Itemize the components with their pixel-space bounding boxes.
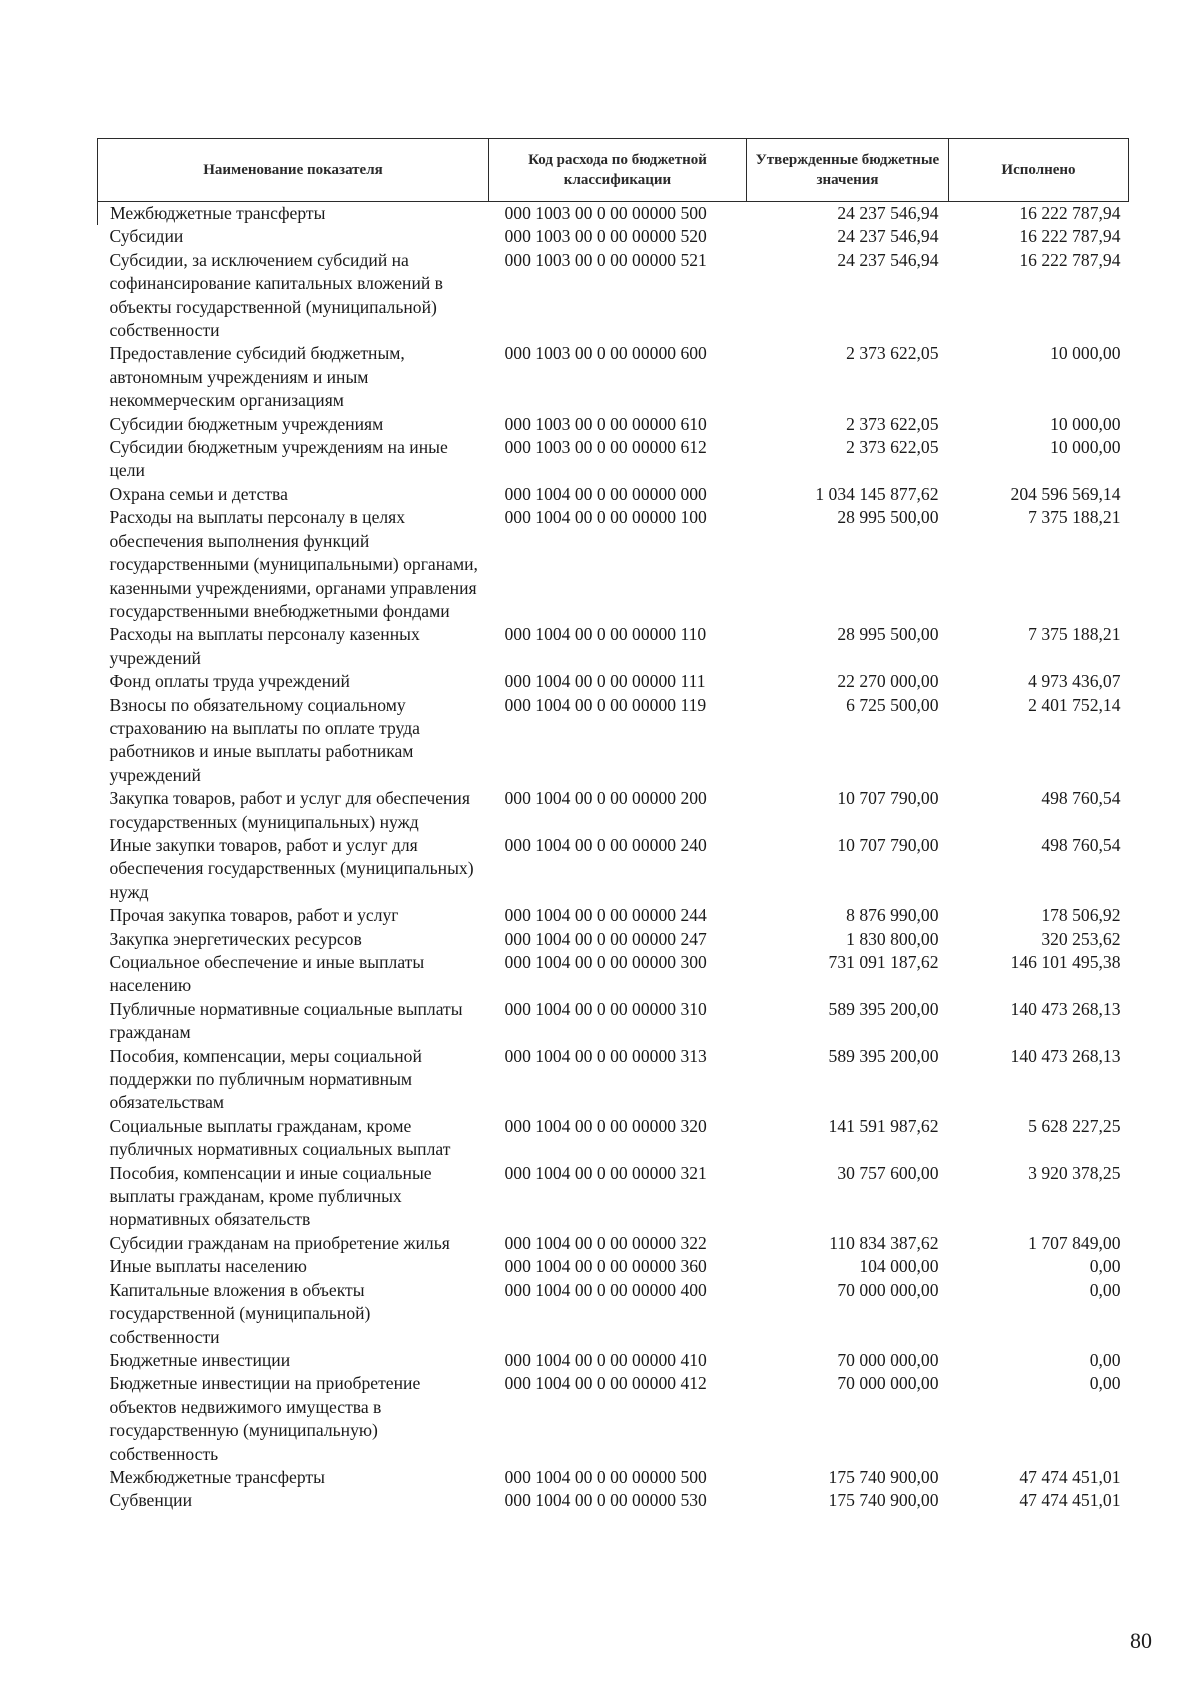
row-code-cell: 000 1004 00 0 00 00000 111 — [504, 671, 706, 692]
table-row — [98, 670, 1129, 693]
row-approved-cell: 30 757 600,00 — [837, 1162, 939, 1183]
table-row — [98, 1372, 1129, 1466]
row-approved-cell: 175 740 900,00 — [828, 1466, 939, 1487]
row-executed-cell: 0,00 — [1089, 1279, 1121, 1300]
header-row — [98, 139, 1129, 202]
row-code-cell: 000 1004 00 0 00 00000 410 — [504, 1349, 707, 1370]
row-approved-cell: 110 834 387,62 — [829, 1232, 939, 1253]
row-executed-cell: 146 101 495,38 — [1010, 952, 1121, 972]
table-row — [98, 694, 1129, 788]
table-row — [98, 834, 1129, 904]
table-row — [98, 1466, 1129, 1489]
row-code-cell: 000 1004 00 0 00 00000 530 — [504, 1490, 707, 1511]
row-executed-cell: 4 973 436,07 — [1028, 671, 1121, 692]
row-executed-cell: 47 474 451,01 — [1019, 1490, 1121, 1511]
row-executed-cell: 16 222 787,94 — [1019, 203, 1121, 223]
row-code-cell: 000 1003 00 0 00 00000 521 — [504, 249, 707, 270]
row-name-cell: Субсидии бюджетным учреждениям — [109, 413, 384, 434]
table-row — [98, 1349, 1129, 1372]
row-code-cell: 000 1004 00 0 00 00000 100 — [504, 507, 707, 528]
table-row — [98, 1255, 1129, 1278]
table-row — [98, 951, 1129, 998]
row-executed-cell: 10 000,00 — [1050, 437, 1121, 458]
table-row — [98, 202, 1129, 226]
table-row — [98, 436, 1129, 483]
row-name-cell: Предоставление субсидий бюджетным, автономным учреждениям и иным некоммерческим организациям — [109, 343, 405, 411]
row-name-cell: Бюджетные инвестиции на приобретение объектов недвижимого имущества в государственную (муниципальную) собственность — [109, 1373, 421, 1464]
table-row — [98, 1162, 1129, 1232]
table-row — [98, 1115, 1129, 1162]
table-row — [98, 225, 1129, 248]
row-name-cell: Взносы по обязательному социальному страхованию на выплаты по оплате труда работников и иные выплаты работникам учреждений — [109, 694, 420, 785]
page-number: 80 — [1130, 1628, 1152, 1653]
table-header — [98, 139, 1129, 202]
row-approved-cell: 104 000,00 — [859, 1256, 939, 1277]
row-name-cell: Бюджетные инвестиции — [109, 1349, 291, 1370]
table-row — [98, 1489, 1129, 1512]
row-executed-cell: 16 222 787,94 — [1019, 249, 1121, 270]
row-name-cell: Расходы на выплаты персоналу в целях обеспечения выполнения функций государственными (муниципальными) органами, казенными учреждениями, органами управления государственными внебюджетными фондами — [109, 507, 478, 621]
row-executed-cell: 498 760,54 — [1041, 834, 1121, 855]
row-approved-cell: 28 995 500,00 — [837, 624, 939, 645]
row-executed-cell: 178 506,92 — [1041, 905, 1121, 926]
table-row — [98, 1045, 1129, 1115]
table-row — [98, 998, 1129, 1045]
row-approved-cell: 8 876 990,00 — [846, 905, 939, 926]
row-executed-cell: 10 000,00 — [1050, 413, 1121, 434]
row-code-cell: 000 1004 00 0 00 00000 240 — [504, 834, 707, 855]
row-executed-cell: 140 473 268,13 — [1010, 1045, 1121, 1066]
row-approved-cell: 175 740 900,00 — [828, 1490, 939, 1511]
row-approved-cell: 24 237 546,94 — [837, 203, 939, 223]
row-approved-cell: 2 373 622,05 — [846, 413, 939, 434]
row-name-cell: Иные выплаты населению — [109, 1256, 307, 1277]
row-executed-cell: 0,00 — [1089, 1373, 1121, 1394]
row-code-cell: 000 1004 00 0 00 00000 500 — [504, 1466, 707, 1487]
row-code-cell: 000 1003 00 0 00 00000 520 — [504, 226, 707, 247]
row-code-cell: 000 1004 00 0 00 00000 247 — [504, 928, 707, 949]
row-name-cell: Охрана семьи и детства — [109, 483, 288, 504]
row-code-cell: 000 1004 00 0 00 00000 322 — [504, 1232, 707, 1253]
row-approved-cell: 141 591 987,62 — [828, 1115, 939, 1136]
row-approved-cell: 28 995 500,00 — [837, 507, 939, 528]
row-executed-cell: 0,00 — [1089, 1256, 1121, 1277]
table-row — [98, 904, 1129, 927]
row-executed-cell: 2 401 752,14 — [1028, 694, 1121, 715]
row-executed-cell: 204 596 569,14 — [1010, 483, 1121, 504]
row-approved-cell: 24 237 546,94 — [837, 226, 939, 247]
row-approved-cell: 1 034 145 877,62 — [815, 483, 939, 504]
row-code-cell: 000 1003 00 0 00 00000 600 — [504, 343, 707, 364]
table-row — [98, 483, 1129, 506]
row-approved-cell: 6 725 500,00 — [846, 694, 939, 715]
row-approved-cell: 22 270 000,00 — [837, 671, 939, 692]
row-approved-cell: 24 237 546,94 — [837, 249, 939, 270]
table-row — [98, 342, 1129, 412]
row-approved-cell: 10 707 790,00 — [837, 834, 939, 855]
row-name-cell: Прочая закупка товаров, работ и услуг — [109, 905, 399, 926]
row-name-cell: Субсидии, за исключением субсидий на софинансирование капитальных вложений в объекты государственной (муниципальной) собственности — [109, 249, 443, 341]
row-approved-cell: 589 395 200,00 — [828, 1045, 939, 1066]
row-executed-cell: 3 920 378,25 — [1028, 1162, 1121, 1183]
row-executed-cell: 498 760,54 — [1041, 788, 1121, 809]
row-approved-cell: 2 373 622,05 — [846, 343, 939, 364]
row-name-cell: Пособия, компенсации, меры социальной поддержки по публичным нормативным обязательствам — [109, 1045, 422, 1113]
table-row — [98, 928, 1129, 951]
row-name-cell: Иные закупки товаров, работ и услуг для обеспечения государственных (муниципальных) нужд — [109, 834, 474, 902]
row-code-cell: 000 1004 00 0 00 00000 244 — [504, 905, 707, 926]
header-code: Код расхода по бюджетной классификации — [489, 139, 747, 202]
row-code-cell: 000 1004 00 0 00 00000 300 — [504, 952, 707, 972]
row-executed-cell: 0,00 — [1089, 1349, 1121, 1370]
table-row — [98, 506, 1129, 623]
budget-execution-table — [97, 138, 1129, 1513]
row-code-cell: 000 1004 00 0 00 00000 321 — [504, 1162, 707, 1183]
row-executed-cell: 16 222 787,94 — [1019, 226, 1121, 247]
row-name-cell: Субсидии гражданам на приобретение жилья — [109, 1232, 450, 1253]
row-code-cell: 000 1004 00 0 00 00000 119 — [504, 694, 707, 715]
header-executed: Исполнено — [949, 139, 1129, 202]
row-code-cell: 000 1003 00 0 00 00000 612 — [504, 437, 707, 458]
row-code-cell: 000 1003 00 0 00 00000 610 — [504, 413, 707, 434]
table-row — [98, 413, 1129, 436]
table-row — [98, 623, 1129, 670]
row-code-cell: 000 1004 00 0 00 00000 110 — [504, 624, 707, 645]
row-code-cell: 000 1003 00 0 00 00000 500 — [504, 203, 707, 223]
row-executed-cell: 1 707 849,00 — [1028, 1232, 1121, 1253]
row-name-cell: Расходы на выплаты персоналу казенных учреждений — [109, 624, 420, 668]
table-row — [98, 1232, 1129, 1255]
row-name-cell: Закупка энергетических ресурсов — [109, 928, 362, 949]
row-name-cell: Публичные нормативные социальные выплаты гражданам — [109, 998, 463, 1043]
row-approved-cell: 70 000 000,00 — [837, 1349, 939, 1370]
table-row — [98, 1279, 1129, 1349]
row-name-cell: Субсидии — [109, 226, 184, 247]
budget-table-container — [97, 138, 1128, 1513]
row-approved-cell: 1 830 800,00 — [846, 928, 939, 949]
table-row — [98, 249, 1129, 343]
row-executed-cell: 7 375 188,21 — [1028, 507, 1121, 528]
row-code-cell: 000 1004 00 0 00 00000 000 — [504, 483, 707, 504]
row-name-cell: Межбюджетные трансферты — [109, 1466, 325, 1487]
row-executed-cell: 5 628 227,25 — [1028, 1115, 1121, 1136]
row-code-cell: 000 1004 00 0 00 00000 313 — [504, 1045, 707, 1066]
row-name-cell: Фонд оплаты труда учреждений — [109, 671, 350, 692]
row-code-cell: 000 1004 00 0 00 00000 360 — [504, 1256, 707, 1277]
row-executed-cell: 320 253,62 — [1041, 928, 1121, 949]
row-name-cell: Закупка товаров, работ и услуг для обеспечения государственных (муниципальных) нужд — [109, 788, 470, 832]
row-name-cell: Капитальные вложения в объекты государственной (муниципальной) собственности — [109, 1279, 371, 1347]
row-executed-cell: 140 473 268,13 — [1010, 998, 1121, 1019]
row-approved-cell: 589 395 200,00 — [828, 998, 939, 1019]
row-executed-cell: 7 375 188,21 — [1028, 624, 1121, 645]
header-approved: Утвержденные бюджетные значения — [747, 139, 949, 202]
row-approved-cell: 2 373 622,05 — [846, 437, 939, 458]
row-approved-cell: 70 000 000,00 — [837, 1373, 939, 1394]
row-name-cell: Пособия, компенсации и иные социальные выплаты гражданам, кроме публичных нормативных обязательств — [109, 1162, 432, 1230]
row-code-cell: 000 1004 00 0 00 00000 320 — [504, 1115, 707, 1136]
row-code-cell: 000 1004 00 0 00 00000 400 — [504, 1279, 707, 1300]
row-name-cell: Субсидии бюджетным учреждениям на иные цели — [109, 437, 448, 481]
row-code-cell: 000 1004 00 0 00 00000 200 — [504, 788, 707, 809]
row-name-cell: Социальные выплаты гражданам, кроме публичных нормативных социальных выплат — [109, 1115, 451, 1160]
header-name: Наименование показателя — [98, 139, 489, 202]
row-code-cell: 000 1004 00 0 00 00000 310 — [504, 998, 707, 1019]
row-approved-cell: 70 000 000,00 — [837, 1279, 939, 1300]
table-row — [98, 787, 1129, 834]
row-executed-cell: 47 474 451,01 — [1019, 1466, 1121, 1487]
row-name-cell: Социальное обеспечение и иные выплаты населению — [109, 952, 425, 996]
table-body — [98, 202, 1129, 1513]
row-executed-cell: 10 000,00 — [1050, 343, 1121, 364]
row-name-cell: Межбюджетные трансферты — [98, 202, 489, 226]
row-name-cell: Субвенции — [109, 1490, 192, 1511]
row-code-cell: 000 1004 00 0 00 00000 412 — [504, 1373, 707, 1394]
row-approved-cell: 10 707 790,00 — [837, 788, 939, 809]
row-approved-cell: 731 091 187,62 — [828, 952, 939, 972]
